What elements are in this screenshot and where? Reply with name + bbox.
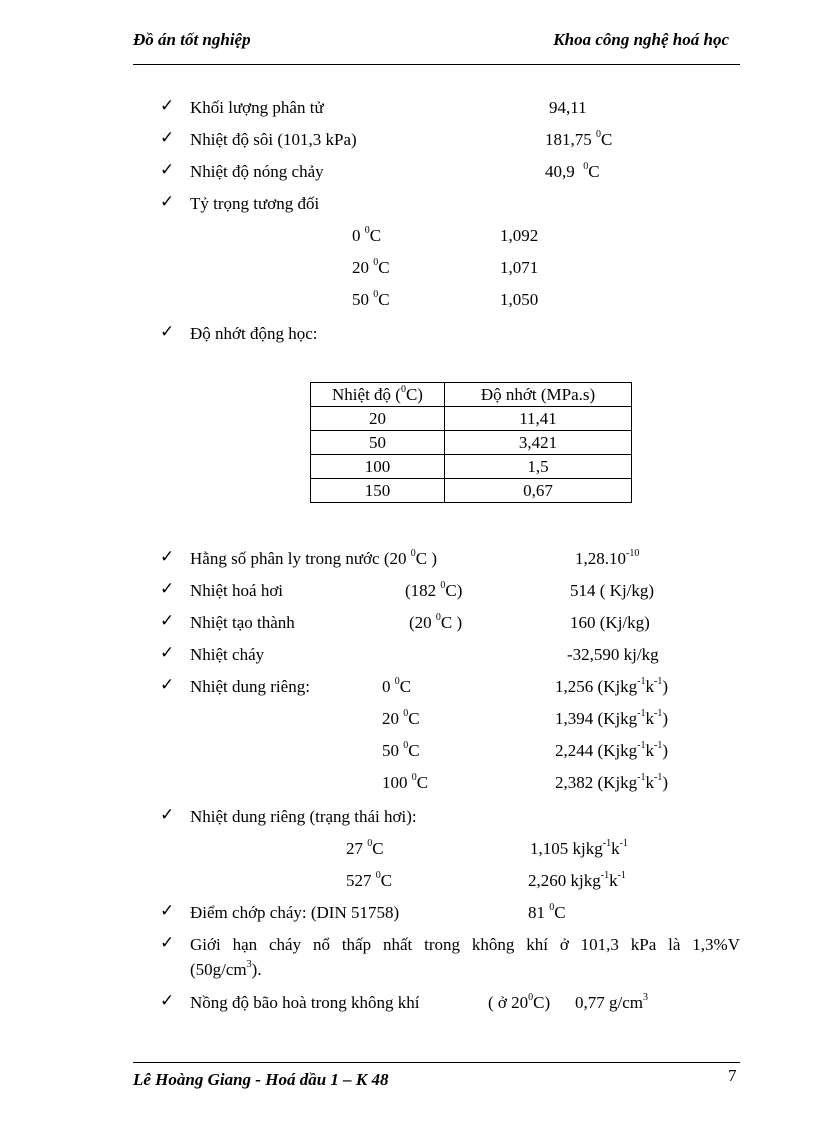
vapor-heat-value: 2,260 $kjkg^{-1}k^{-1}$ [528, 870, 626, 890]
density-temp: 50 $^0$C [352, 289, 390, 309]
molecular-weight-value: 94,11 [549, 98, 587, 117]
specific-heat-value: 2,382 $(Kjkg^{-1}k^{-1})$ [555, 772, 669, 792]
dissociation-value: $1,28.10^{-10}$ [575, 548, 640, 568]
check-icon: ✓ [160, 160, 175, 179]
table-header-row [311, 383, 632, 407]
specific-heat-temp: 50 $^0$C [382, 740, 420, 760]
specific-heat-label: Nhiệt dung riêng: [190, 677, 310, 696]
heat-vaporization-value: 514 ( Kj/kg) [570, 581, 655, 600]
specific-heat-value: 1,256 $(Kjkg^{-1}k^{-1})$ [555, 676, 669, 696]
table-cell-viscosity: 1,5 [445, 455, 632, 479]
density-temp: 20 $^0$C [352, 257, 390, 277]
check-icon: ✓ [160, 547, 175, 566]
flash-point-label: Điểm chớp cháy: (DIN 51758) [190, 903, 400, 922]
relative-density-label: Tỷ trọng tương đối [190, 194, 320, 213]
check-icon: ✓ [160, 192, 175, 211]
table-row [311, 407, 632, 431]
table-cell-temp: 50 [311, 431, 445, 455]
header-rule [133, 64, 740, 65]
check-icon: ✓ [160, 322, 175, 341]
boiling-point-label: Nhiệt độ sôi (101,3 kPa) [190, 130, 357, 149]
melting-point-label: Nhiệt độ nóng chảy [190, 162, 324, 181]
vapor-heat-temp: 527 $^0$C [346, 870, 393, 890]
heat-combustion-value: -32,590 kj/kg [567, 645, 659, 664]
footer-rule [133, 1062, 740, 1063]
boiling-point-value: 181,75 $^0$C [545, 129, 613, 149]
page-number: 7 [728, 1066, 737, 1085]
table-cell-viscosity: 0,67 [445, 479, 632, 503]
heat-vaporization-label: Nhiệt hoá hơi [190, 581, 284, 600]
table-row [311, 455, 632, 479]
melting-point-value: 40,9 $^0$C [545, 161, 600, 181]
heat-vaporization-condition: (182 $^0$C) [405, 580, 463, 600]
check-icon: ✓ [160, 611, 175, 630]
specific-heat-value: 2,244 $(Kjkg^{-1}k^{-1})$ [555, 740, 669, 760]
vapor-heat-value: 1,105 $kjkg^{-1}k^{-1}$ [530, 838, 628, 858]
table-cell-temp: 20 [311, 407, 445, 431]
saturation-value: 0,77 $g/cm^3$ [575, 992, 648, 1012]
vapor-heat-temp: 27 $^0$C [346, 838, 384, 858]
heat-formation-value: 160 (Kj/kg) [570, 613, 650, 632]
flash-point-value: 81 $^0$C [528, 902, 566, 922]
saturation-label: Nồng độ bão hoà trong không khí [190, 993, 420, 1012]
check-icon: ✓ [160, 991, 175, 1010]
explosion-limit-line2: $(50g/cm^3)$. [190, 959, 262, 979]
check-icon: ✓ [160, 96, 175, 115]
check-icon: ✓ [160, 128, 175, 147]
dissociation-label: Hằng số phân ly trong nước (20 $^0$C ) [190, 548, 438, 568]
table-row [311, 431, 632, 455]
specific-heat-vapor-label: Nhiệt dung riêng (trạng thái hơi): [190, 807, 417, 826]
explosion-limit-line1: Giới hạn cháy nổ thấp nhất trong không khí ở 101,3 kPa là 1,3%V [190, 935, 740, 954]
heat-formation-condition: (20 $^0$C ) [409, 612, 463, 632]
table-header-viscosity: Độ nhớt (MPa.s) [445, 383, 632, 407]
header-right: Khoa công nghệ hoá học [553, 30, 729, 49]
check-icon: ✓ [160, 901, 175, 920]
table-header-temp: Nhiệt độ ($^0$C) [311, 383, 445, 407]
header-left: Đồ án tốt nghiệp [133, 30, 251, 49]
density-value: 1,050 [500, 290, 539, 309]
specific-heat-temp: 0 $^0$C [382, 676, 412, 696]
check-icon: ✓ [160, 805, 175, 824]
specific-heat-value: 1,394 $(Kjkg^{-1}k^{-1})$ [555, 708, 669, 728]
density-value: 1,071 [500, 258, 539, 277]
density-temp: 0 $^0$C [352, 225, 382, 245]
heat-combustion-label: Nhiệt cháy [190, 645, 265, 664]
specific-heat-temp: 100 $^0$C [382, 772, 429, 792]
viscosity-table [310, 382, 632, 503]
saturation-condition: ( ở $20^0C$) [488, 992, 551, 1012]
heat-formation-label: Nhiệt tạo thành [190, 613, 295, 632]
check-icon: ✓ [160, 643, 175, 662]
table-row [311, 479, 632, 503]
specific-heat-temp: 20 $^0$C [382, 708, 420, 728]
table-cell-viscosity: 11,41 [445, 407, 632, 431]
table-cell-temp: 150 [311, 479, 445, 503]
molecular-weight-label: Khối lượng phân tử [190, 98, 324, 117]
viscosity-label: Độ nhớt động học: [190, 324, 318, 343]
check-icon: ✓ [160, 933, 175, 952]
check-icon: ✓ [160, 579, 175, 598]
footer-author: Lê Hoàng Giang - Hoá dầu 1 – K 48 [133, 1070, 389, 1089]
density-value: 1,092 [500, 226, 539, 245]
table-cell-temp: 100 [311, 455, 445, 479]
check-icon: ✓ [160, 675, 175, 694]
table-cell-viscosity: 3,421 [445, 431, 632, 455]
